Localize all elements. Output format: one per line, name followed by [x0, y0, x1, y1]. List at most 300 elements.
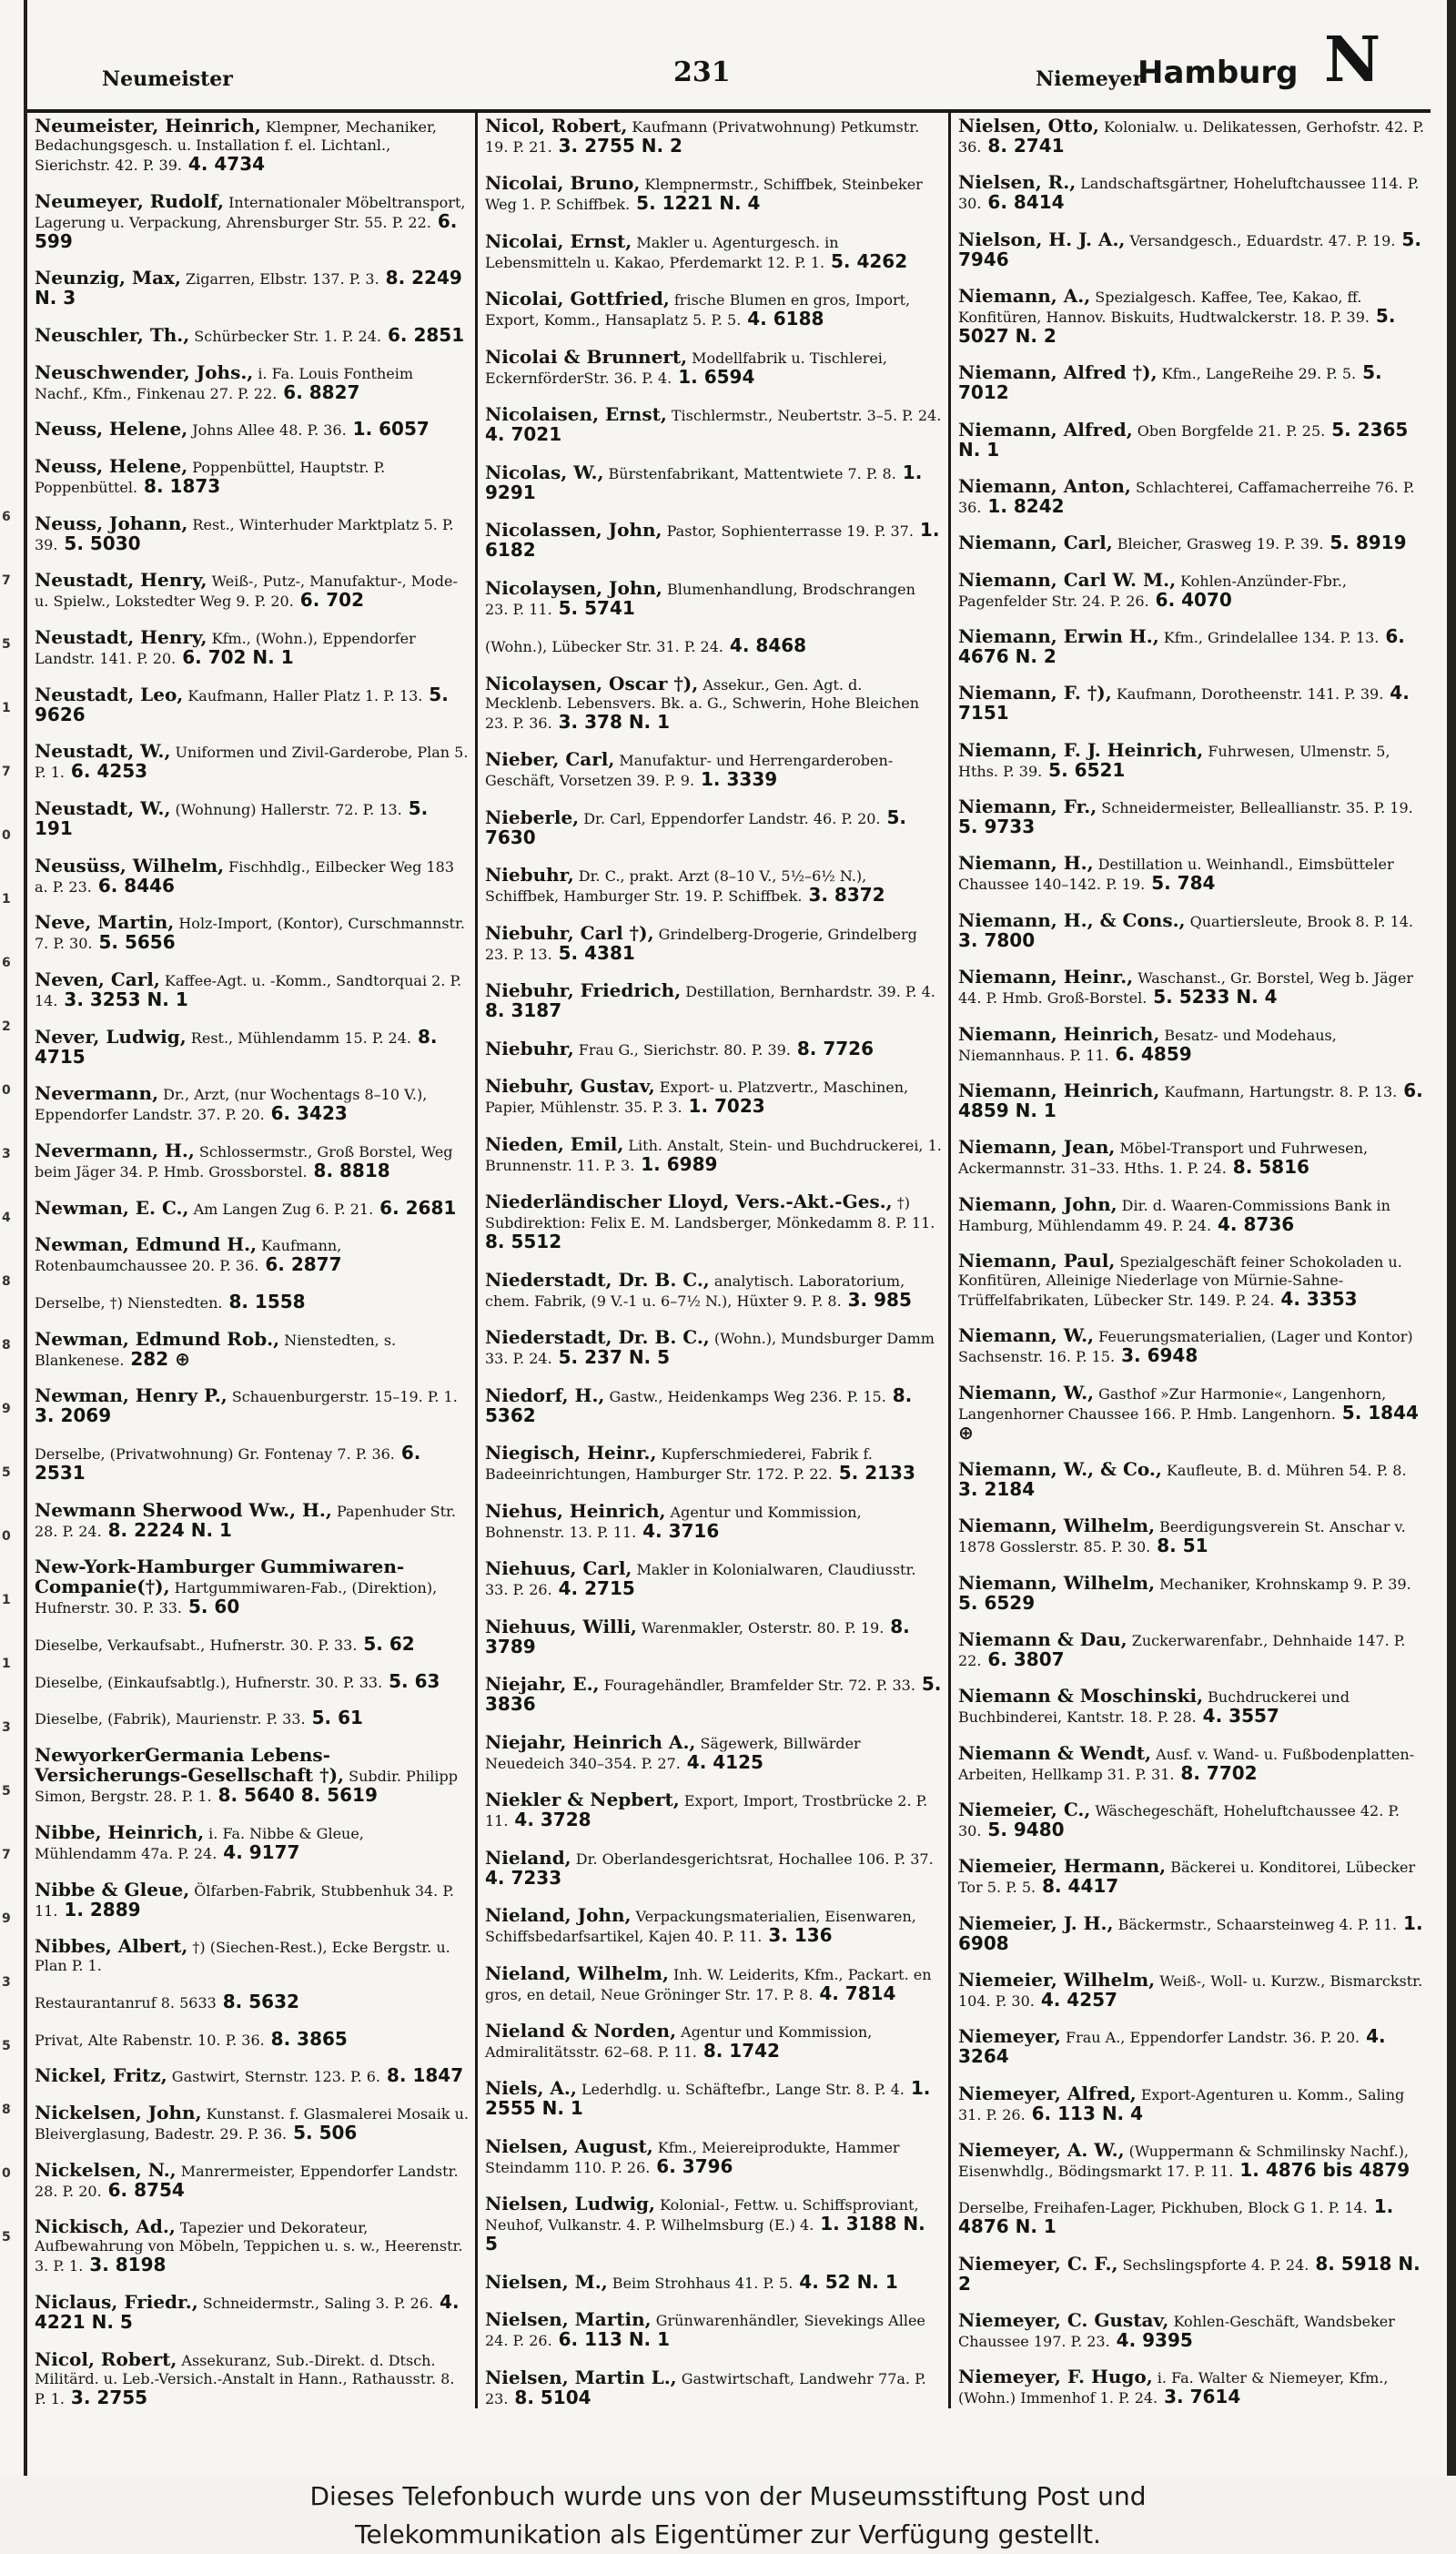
directory-entry: [485, 289, 943, 329]
entry-details: Spezialgesch. Kaffee, Tee, Kakao, ff. Konfitüren, Hannov. Biskuits, Hudtwalckerstr. 18. P. 39.: [958, 289, 1370, 327]
entry-name: Nicolai, Bruno,: [485, 172, 641, 195]
entry-details: Kolonialw. u. Delikatessen, Gerhofstr. 42. P. 36.: [958, 118, 1425, 156]
directory-entry: [35, 1196, 470, 1219]
entry-name: Nicol, Robert,: [485, 115, 628, 137]
entry-details: (Wohnung) Hallerstr. 72. P. 13.: [170, 801, 402, 819]
directory-entry: [35, 685, 470, 725]
entry-details: Export, Import, Trostbrücke 2. P. 11.: [485, 1792, 928, 1830]
entry-name: Never, Ludwig,: [35, 1025, 187, 1048]
entry-details: Oben Borgfelde 21. P. 25.: [1132, 421, 1326, 440]
entry-phone-number: 1. 8242: [981, 495, 1065, 518]
entry-name: Nieden, Emil,: [485, 1132, 624, 1155]
entry-details: Ausf. v. Wand- u. Fußbodenplatten-Arbeiten, Hellkamp 31. P. 31.: [958, 1745, 1415, 1783]
gutter-mark: 7: [2, 1848, 11, 1862]
entry-phone-number: 4. 4221 N. 5: [35, 2290, 460, 2333]
entry-details: Export-Agenturen u. Komm., Saling 31. P. 26.: [958, 2085, 1405, 2123]
directory-entry: [958, 2311, 1425, 2351]
gutter-mark: 3: [2, 1147, 11, 1161]
directory-entry: [485, 1906, 943, 1946]
entry-details: Uniformen und Zivil-Garderobe, Plan 5. P. 1.: [35, 744, 469, 782]
entry-phone-number: 8. 7726: [790, 1037, 875, 1059]
entry-details: Klempner, Mechaniker, Bedachungsgesch. u. Installation f. el. Lichtanl., Sierichstr. 42. P. 39.: [35, 118, 437, 174]
entry-details: Kunstanst. f. Glasmalerei Mosaik u. Bleiverglasung, Badestr. 29. P. 36.: [35, 2104, 469, 2143]
gutter-mark: 5: [2, 2230, 11, 2245]
directory-entry: [958, 1627, 1425, 1670]
gutter-mark: 5: [2, 1465, 11, 1480]
entry-details: Papenhuder Str. 28. P. 24.: [35, 1502, 456, 1540]
entry-phone-number: 282 ⊕: [124, 1347, 190, 1370]
page-number: 231: [673, 56, 731, 88]
entry-name: Nielsen, Ludwig,: [485, 2193, 656, 2215]
directory-entry: [958, 230, 1425, 270]
entry-name: Niejahr, E.,: [485, 1673, 600, 1696]
directory-entry: [35, 1669, 470, 1692]
entry-phone-number: 5. 2365 N. 1: [958, 418, 1409, 461]
entry-details: Dieselbe, Verkaufsabt., Hufnerstr. 30. P. 33.: [35, 1637, 358, 1655]
entry-details: Beerdigungsverein St. Anschar v. 1878 Gosslerstr. 85. P. 30.: [958, 1518, 1406, 1556]
directory-entry: [485, 921, 943, 964]
entry-name: Neuss, Helene,: [35, 418, 188, 441]
directory-entry: [35, 1498, 470, 1541]
entry-name: Nielsen, R.,: [958, 171, 1077, 194]
entry-details: Dieselbe, (Einkaufsabtlg.), Hufnerstr. 30. P. 33.: [35, 1673, 383, 1691]
entry-phone-number: 6. 8827: [277, 380, 360, 403]
entry-name: Niemann, Fr.,: [958, 796, 1097, 818]
entry-phone-number: 6. 702 N. 1: [176, 646, 294, 669]
entry-details: Besatz- und Modehaus, Niemannhaus. P. 11.: [958, 1026, 1337, 1064]
entry-name: Niemann, W.,: [958, 1381, 1095, 1404]
entry-details: Nienstedten, s. Blankenese.: [35, 1331, 397, 1369]
directory-entry: [35, 457, 470, 497]
entry-name: Nielsen, Otto,: [958, 115, 1099, 137]
entry-details: Grünwarenhändler, Sievekings Allee 24. P. 26.: [485, 2312, 925, 2350]
directory-entry: [485, 750, 943, 790]
entry-phone-number: 5. 784: [1145, 872, 1216, 895]
entry-details: Lith. Anstalt, Stein- und Buchdruckerei, 1. Brunnenstr. 11. P. 3.: [485, 1136, 942, 1174]
entry-name: Niemann, Carl,: [958, 532, 1113, 554]
entry-details: Gastwirt, Sternstr. 123. P. 6.: [167, 2068, 380, 2086]
entry-name: Nickelsen, John,: [35, 2101, 202, 2123]
directory-entry: [35, 1386, 470, 1426]
entry-name: Newman, Henry P.,: [35, 1384, 228, 1407]
directory-entry: [958, 797, 1425, 837]
entry-phone-number: 6. 8754: [101, 2178, 185, 2201]
entry-phone-number: 6. 8446: [91, 874, 175, 897]
entry-name: Niebuhr, Gustav,: [485, 1075, 655, 1098]
directory-entry: [485, 174, 943, 214]
directory-entry: [35, 1327, 470, 1370]
entry-details: Tischlermstr., Neubertstr. 3–5. P. 24.: [666, 407, 942, 425]
entry-name: Niemann, Heinrich,: [958, 1022, 1160, 1045]
entry-name: Niebuhr,: [485, 1037, 574, 1059]
entry-phone-number: 3. 2755 N. 2: [551, 135, 682, 157]
entry-name: Niejahr, Heinrich A.,: [485, 1730, 696, 1753]
directory-entry: [35, 1708, 470, 1728]
directory-entry: [485, 1617, 943, 1657]
entry-phone-number: 3. 378 N. 1: [551, 710, 671, 733]
entry-details: Schneidermstr., Saling 3. P. 26.: [197, 2294, 434, 2312]
entry-details: Fouragehändler, Bramfelder Str. 72. P. 33.: [599, 1677, 915, 1695]
entry-name: Nibbe & Gleue,: [35, 1878, 190, 1900]
entry-name: Niebuhr, Friedrich,: [485, 979, 682, 1002]
entry-details: Versandgesch., Eduardstr. 47. P. 19.: [1125, 231, 1396, 249]
entry-name: Neustadt, Henry,: [35, 626, 207, 649]
footer-line-2: Telekommunikation als Eigentümer zur Verfügung gestellt.: [355, 2519, 1101, 2549]
entry-name: Niemann, W.,: [958, 1324, 1095, 1347]
entry-name: Niels, A.,: [485, 2077, 577, 2100]
entry-details: Schlachterei, Caffamacherreihe 76. P. 36.: [958, 479, 1415, 517]
entry-details: Schlossermstr., Groß Borstel, Weg beim Jäger 34. P. Hmb. Grossborstel.: [35, 1143, 453, 1181]
entry-details: Restaurantanruf 8. 5633: [35, 1993, 217, 2012]
entry-details: Bürstenfabrikant, Mattentwiete 7. P. 8.: [603, 464, 896, 482]
entry-phone-number: 4. 4734: [181, 153, 266, 175]
entry-phone-number: 1. 9291: [485, 461, 923, 503]
entry-phone-number: 6. 4859 N. 1: [958, 1079, 1423, 1121]
gutter-mark: 9: [2, 1911, 11, 1926]
entry-name: Niemann & Dau,: [958, 1627, 1127, 1650]
directory-entry: [35, 1937, 470, 1975]
footer-line-1: Dieses Telefonbuch wurde uns von der Museumsstiftung Post und: [309, 2481, 1147, 2511]
gutter-mark: 1: [2, 1593, 11, 1607]
entry-phone-number: 5. 2133: [832, 1462, 915, 1485]
entry-details: Kfm., Grindelallee 134. P. 13.: [1158, 629, 1380, 647]
directory-entry: [35, 1444, 470, 1484]
entry-name: Niemann, Wilhelm,: [958, 1515, 1156, 1537]
entry-name: Newman, E. C.,: [35, 1196, 189, 1219]
directory-entry: [958, 738, 1425, 781]
entry-name: NewyorkerGermania Lebens-Versicherungs-Gesellschaft †),: [35, 1744, 345, 1787]
gutter-mark: 0: [2, 828, 11, 843]
directory-entry: [35, 1880, 470, 1921]
entry-name: Nielsen, M.,: [485, 2270, 608, 2293]
entry-details: Dieselbe, (Fabrik), Maurienstr. P. 33.: [35, 1710, 306, 1728]
header-letter: N: [1324, 24, 1381, 96]
entry-phone-number: 5. 9626: [35, 683, 449, 725]
entry-details: Holz-Import, (Kontor), Curschmannstr. 7. P. 30.: [35, 915, 465, 953]
directory-entry: [485, 521, 943, 561]
entry-details: Kolonial-, Fettw. u. Schiffsproviant, Neuhof, Vulkanstr. 4. P. Wilhelmsburg (E.) 4.: [485, 2196, 919, 2235]
entry-details: Manrermeister, Eppendorfer Landstr. 28. P. 20.: [35, 2162, 459, 2200]
entry-name: Niemann, A.,: [958, 285, 1091, 308]
directory-entry: [485, 1499, 943, 1542]
directory-entry: [485, 2134, 943, 2177]
entry-phone-number: 6. 3807: [981, 1647, 1065, 1670]
entry-details: Kaufmann, Haller Platz 1. P. 13.: [183, 686, 423, 704]
entry-details: Sechslingspforte 4. P. 24.: [1117, 2255, 1309, 2274]
gutter-mark: 6: [2, 510, 11, 524]
entry-phone-number: 8. 2741: [981, 135, 1065, 157]
directory-entry: [485, 1730, 943, 1773]
directory-entry: [485, 2194, 943, 2255]
entry-name: Nibbe, Heinrich,: [35, 1820, 205, 1843]
directory-entry: [485, 2270, 943, 2293]
directory-entry: [35, 628, 470, 668]
entry-details: i. Fa. Nibbe & Gleue, Mühlendamm 47a. P. 24.: [35, 1824, 364, 1862]
entry-phone-number: 4. 2715: [551, 1577, 635, 1600]
entry-name: Niemeyer, C. F.,: [958, 2252, 1118, 2275]
entry-phone-number: 4. 52 N. 1: [793, 2270, 898, 2293]
gutter-mark: 6: [2, 956, 11, 970]
entry-name: Niemann, Alfred,: [958, 418, 1133, 441]
entry-name: Nibbes, Albert,: [35, 1935, 188, 1958]
directory-entry: [35, 1746, 470, 1806]
directory-entry: [958, 684, 1425, 724]
entry-details: Waschanst., Gr. Borstel, Weg b. Jäger 44. P. Hmb. Groß-Borstel.: [958, 969, 1413, 1008]
gutter-mark: 3: [2, 1975, 11, 1990]
entry-details: Ölfarben-Fabrik, Stubbenhuk 34. P. 11.: [35, 1881, 454, 1920]
entry-phone-number: 8. 5362: [485, 1383, 913, 1426]
entry-details: Kaufmann, Hartungstr. 8. P. 13.: [1159, 1082, 1398, 1100]
entry-details: Dr., Arzt, (nur Wochentags 8–10 V.), Eppendorfer Landstr. 37. P. 20.: [35, 1086, 428, 1124]
directory-entry: [35, 2027, 470, 2050]
entry-phone-number: 1. 6989: [634, 1152, 718, 1175]
directory-entry: [485, 117, 943, 157]
entry-details: Kohlen-Anzünder-Fbr., Pagenfelder Str. 24. P. 26.: [958, 572, 1347, 610]
entry-details: Subdir. Philipp Simon, Bergstr. 28. P. 1.: [35, 1768, 458, 1806]
entry-phone-number: 1. 7023: [682, 1095, 765, 1118]
entry-name: Niemeier, C.,: [958, 1798, 1091, 1820]
entry-phone-number: 1. 6594: [672, 365, 755, 388]
directory-entry: [485, 1328, 943, 1368]
entry-phone-number: 5. 5741: [551, 596, 635, 619]
entry-details: Landschaftsgärtner, Hoheluftchaussee 114. P. 30.: [958, 175, 1420, 213]
entry-details: Schürbecker Str. 1. P. 24.: [189, 328, 381, 346]
entry-phone-number: 4. 7814: [813, 1981, 896, 2004]
entry-phone-number: 6. 2877: [258, 1253, 342, 1276]
entry-details: Klempnermstr., Schiffbek, Steinbeker Weg 1. P. Schiffbek.: [485, 176, 923, 214]
entry-name: Niemeier, Wilhelm,: [958, 1969, 1156, 1991]
entry-phone-number: 8. 4417: [1036, 1875, 1119, 1898]
directory-entry: [958, 1192, 1425, 1235]
entry-phone-number: 3. 2755: [64, 2386, 148, 2408]
entry-phone-number: 3. 2069: [35, 1404, 112, 1427]
entry-phone-number: 1. 4876 bis 4879: [1233, 2159, 1410, 2182]
entry-details: Derselbe, †) Nienstedten.: [35, 1294, 223, 1312]
entry-name: Niedorf, H.,: [485, 1383, 605, 1406]
entry-details: i. Fa. Louis Fontheim Nachf., Kfm., Finkenau 27. P. 22.: [35, 364, 413, 402]
entry-name: Niemann, W., & Co.,: [958, 1457, 1162, 1480]
entry-name: Nicolai & Brunnert,: [485, 345, 688, 368]
entry-phone-number: 4. 9395: [1109, 2329, 1193, 2352]
entry-phone-number: 5. 191: [35, 797, 429, 840]
entry-phone-number: 8. 5632: [216, 1990, 299, 2012]
entry-name: Nicolaysen, John,: [485, 576, 662, 599]
entry-details: (Wohn.), Lübecker Str. 31. P. 24.: [485, 638, 723, 656]
entry-details: Kupferschmiederei, Fabrik f. Badeeinrichtungen, Hamburger Str. 172. P. 22.: [485, 1445, 873, 1484]
entry-phone-number: 5. 9733: [958, 816, 1036, 838]
entry-name: Niemann, H.,: [958, 852, 1094, 875]
entry-details: Buchdruckerei und Buchbinderei, Kantstr. 18. P. 28.: [958, 1688, 1350, 1727]
entry-name: Niemann, Heinr.,: [958, 966, 1134, 988]
entry-phone-number: 4. 3353: [1274, 1287, 1358, 1310]
entry-name: Niemann, H., & Cons.,: [958, 908, 1186, 931]
entry-name: Nicol, Robert,: [35, 2347, 177, 2370]
entry-phone-number: 4. 4125: [680, 1750, 763, 1773]
directory-column-2: [475, 113, 948, 2408]
directory-entry: [35, 326, 470, 346]
directory-entry: [958, 1971, 1425, 2011]
entry-name: Niehuus, Carl,: [485, 1557, 632, 1580]
entry-name: Niebuhr,: [485, 864, 574, 887]
entry-details: Lederhdlg. u. Schäftefbr., Lange Str. 8. P. 4.: [576, 2081, 905, 2099]
directory-entry: [35, 1235, 470, 1275]
entry-phone-number: 8. 3789: [485, 1615, 910, 1657]
entry-details: Kaufmann, Rotenbaumchaussee 20. P. 36.: [35, 1237, 342, 1275]
entry-details: Spezialgeschäft feiner Schokoladen u. Konfitüren, Alleinige Niederlage von Mürnie-Sahne-Trüffelfabrikaten, Lübecker Str. 149. P. 24.: [958, 1252, 1402, 1309]
gutter-mark: 1: [2, 701, 11, 715]
entry-phone-number: 4. 3557: [1196, 1705, 1279, 1728]
directory-entry: [958, 1516, 1425, 1556]
entry-name: Nevermann, H.,: [35, 1140, 195, 1162]
entry-phone-number: 3. 8372: [802, 884, 885, 907]
directory-entry: [35, 117, 470, 175]
entry-details: Tapezier und Dekorateur, Aufbewahrung von Möbeln, Teppichen u. s. w., Heerenstr. 3. P. 1.: [35, 2219, 463, 2275]
entry-name: Niemeyer, C. Gustav,: [958, 2309, 1169, 2332]
entry-name: Neumeyer, Rudolf,: [35, 189, 224, 212]
entry-name: Nieland, Wilhelm,: [485, 1961, 669, 1984]
entry-phone-number: 5. 61: [305, 1707, 363, 1729]
entry-details: Dr. Carl, Eppendorfer Landstr. 46. P. 20.: [579, 809, 881, 827]
gutter-mark: 0: [2, 2166, 11, 2181]
directory-entry: [958, 1457, 1425, 1500]
directory-entry: [35, 856, 470, 897]
gutter-mark: 9: [2, 1402, 11, 1416]
entry-phone-number: 5. 506: [287, 2121, 358, 2144]
directory-entry: [35, 2158, 470, 2201]
directory-entry: [485, 1846, 943, 1889]
entry-details: Weiß-, Woll- u. Kurzw., Bismarckstr. 104. P. 30.: [958, 1972, 1423, 2010]
entry-phone-number: 4. 7021: [485, 423, 562, 446]
entry-phone-number: 1. 6182: [485, 519, 940, 562]
entry-details: Hartgummiwaren-Fab., (Direktion), Hufnerstr. 30. P. 33.: [35, 1579, 438, 1617]
entry-phone-number: 6. 2851: [381, 324, 465, 347]
gutter-mark: 5: [2, 637, 11, 652]
entry-name: Niehus, Heinrich,: [485, 1499, 666, 1522]
directory-entry: [485, 1444, 943, 1484]
entry-details: Möbel-Transport und Fuhrwesen, Ackermannstr. 31–33. Hths. 1. P. 24.: [958, 1140, 1369, 1178]
entry-details: Destillation, Bernhardstr. 39. P. 4.: [681, 983, 935, 1001]
entry-details: Assekur., Gen. Agt. d. Mecklenb. Lebensvers. Bk. a. G., Schwerin, Hohe Bleichen 23. P. 36.: [485, 675, 920, 732]
entry-details: Kaufmann (Privatwohnung) Petkumstr. 19. P. 21.: [485, 118, 920, 156]
entry-phone-number: 3. 985: [841, 1288, 912, 1311]
entry-details: analytisch. Laboratorium, chem. Fabrik, (9 V.-1 u. 6–7½ N.), Hüxter 9. P. 8.: [485, 1272, 905, 1310]
directory-entry: [485, 808, 943, 848]
entry-details: Sägewerk, Billwärder Neuedeich 340–354. P. 27.: [485, 1734, 861, 1772]
entry-name: Nieland,: [485, 1846, 571, 1869]
directory-entry: [35, 2217, 470, 2275]
directory-entry: [35, 1635, 470, 1655]
entry-name: Niemann, John,: [958, 1192, 1117, 1215]
entry-details: i. Fa. Walter & Niemeyer, Kfm., (Wohn.) Immenhof 1. P. 24.: [958, 2369, 1389, 2407]
directory-entry: [485, 2079, 943, 2119]
directory-entry: [35, 1084, 470, 1124]
entry-phone-number: 5. 1221 N. 4: [630, 192, 761, 215]
entry-phone-number: 3. 8198: [83, 2254, 167, 2276]
entry-name: Nevermann,: [35, 1082, 159, 1105]
entry-phone-number: 6. 4859: [1108, 1042, 1192, 1065]
entry-name: Nielsen, Martin,: [485, 2308, 652, 2331]
directory-entry: [35, 420, 470, 440]
gutter-mark: 5: [2, 1784, 11, 1799]
directory-column-3: [948, 113, 1431, 2408]
directory-entry: [958, 117, 1425, 157]
entry-phone-number: 6. 4253: [64, 760, 148, 783]
entry-phone-number: 8. 1847: [380, 2064, 464, 2087]
entry-name: Niemann, F. J. Heinrich,: [958, 738, 1204, 761]
entry-name: Neusüss, Wilhelm,: [35, 854, 225, 877]
entry-details: Destillation u. Weinhandl., Eimsbütteler Chaussee 140–142. P. 19.: [958, 856, 1394, 894]
entry-name: Nicolai, Gottfried,: [485, 288, 670, 310]
directory-entry: [35, 1820, 470, 1863]
entry-details: †) Subdirektion: Felix E. M. Landsberger, Mönkedamm 8. P. 11.: [485, 1194, 935, 1232]
directory-entry: [958, 2252, 1425, 2295]
directory-entry: [485, 674, 943, 733]
entry-details: Schneidermeister, Belleallianstr. 35. P. 19.: [1097, 799, 1413, 817]
entry-phone-number: 4. 8736: [1211, 1212, 1295, 1235]
entry-details: Schauenburgerstr. 15–19. P. 1.: [227, 1388, 458, 1406]
entry-phone-number: 1. 6908: [958, 1911, 1423, 1954]
directory-entry: [485, 1675, 943, 1715]
entry-details: Assekuranz, Sub.-Direkt. d. Dtsch. Militärd. u. Leb.-Versich.-Anstalt in Hann., Rathausstr. 8. P. 1.: [35, 2351, 455, 2407]
directory-entry: [485, 1192, 943, 1252]
entry-name: Nickel, Fritz,: [35, 2064, 167, 2087]
entry-name: Neuschwender, Johs.,: [35, 360, 254, 383]
entry-details: frische Blumen en gros, Import, Export, Komm., Hansaplatz 5. P. 5.: [485, 291, 911, 329]
entry-phone-number: 6. 113 N. 4: [1025, 2102, 1144, 2124]
directory-entry: [958, 2197, 1425, 2237]
directory-entry: [958, 533, 1425, 553]
gutter-mark: 7: [2, 765, 11, 779]
entry-phone-number: 4. 6188: [741, 308, 824, 330]
entry-details: Export- u. Platzvertr., Maschinen, Papier, Mühlenstr. 35. P. 3.: [485, 1079, 909, 1117]
directory-entry: [958, 1383, 1425, 1444]
directory-entry: [35, 799, 470, 839]
entry-details: Inh. W. Leiderits, Kfm., Packart. en gros, en detail, Neue Gröninger Str. 17. P. 8.: [485, 1965, 932, 2003]
entry-phone-number: 1. 3339: [694, 768, 778, 791]
entry-name: Neustadt, W.,: [35, 740, 171, 763]
directory-entry: [485, 2310, 943, 2350]
entry-details: Verpackungsmaterialien, Eisenwaren, Schiffsbedarfsartikel, Kajen 40. P. 11.: [485, 1908, 916, 1946]
entry-name: Neuschler, Th.,: [35, 324, 190, 347]
header-first-keyword: Neumeister: [102, 67, 233, 91]
entry-details: Beim Strohhaus 41. P. 5.: [607, 2274, 794, 2292]
entry-name: Niemeier, Hermann,: [958, 1855, 1167, 1878]
entry-name: Niemann, Carl W. M.,: [958, 568, 1177, 591]
entry-name: Neustadt, Leo,: [35, 683, 184, 705]
directory-entry: [485, 981, 943, 1021]
entry-phone-number: 6. 3423: [264, 1102, 348, 1125]
entry-phone-number: 6. 8414: [981, 191, 1065, 214]
gutter-mark: 0: [2, 1083, 11, 1098]
entry-phone-number: 5. 60: [181, 1596, 240, 1618]
footer-notice: [0, 2476, 1456, 2554]
entry-details: Bleicher, Grasweg 19. P. 39.: [1112, 535, 1324, 553]
directory-entry: [485, 576, 943, 619]
entry-phone-number: 5. 7946: [958, 228, 1421, 270]
entry-details: Derselbe, Freihafen-Lager, Pickhuben, Block G 1. P. 14.: [958, 2199, 1368, 2217]
entry-phone-number: 8. 5640 8. 5619: [211, 1784, 378, 1807]
entry-name: Nieland & Norden,: [485, 2019, 677, 2042]
entry-name: Nieberle,: [485, 806, 580, 828]
entry-name: Niederstadt, Dr. B. C.,: [485, 1326, 710, 1349]
entry-details: Rest., Mühlendamm 15. P. 24.: [186, 1029, 411, 1047]
entry-phone-number: 4. 8468: [723, 634, 807, 657]
entry-name: Nicolas, W.,: [485, 461, 604, 483]
entry-name: Nieland, John,: [485, 1904, 632, 1927]
entry-name: Neumeister, Heinrich,: [35, 115, 261, 137]
entry-details: Kaffee-Agt. u. -Komm., Sandtorquai 2. P. 14.: [35, 972, 462, 1010]
entry-phone-number: 5. 9480: [981, 1818, 1065, 1840]
